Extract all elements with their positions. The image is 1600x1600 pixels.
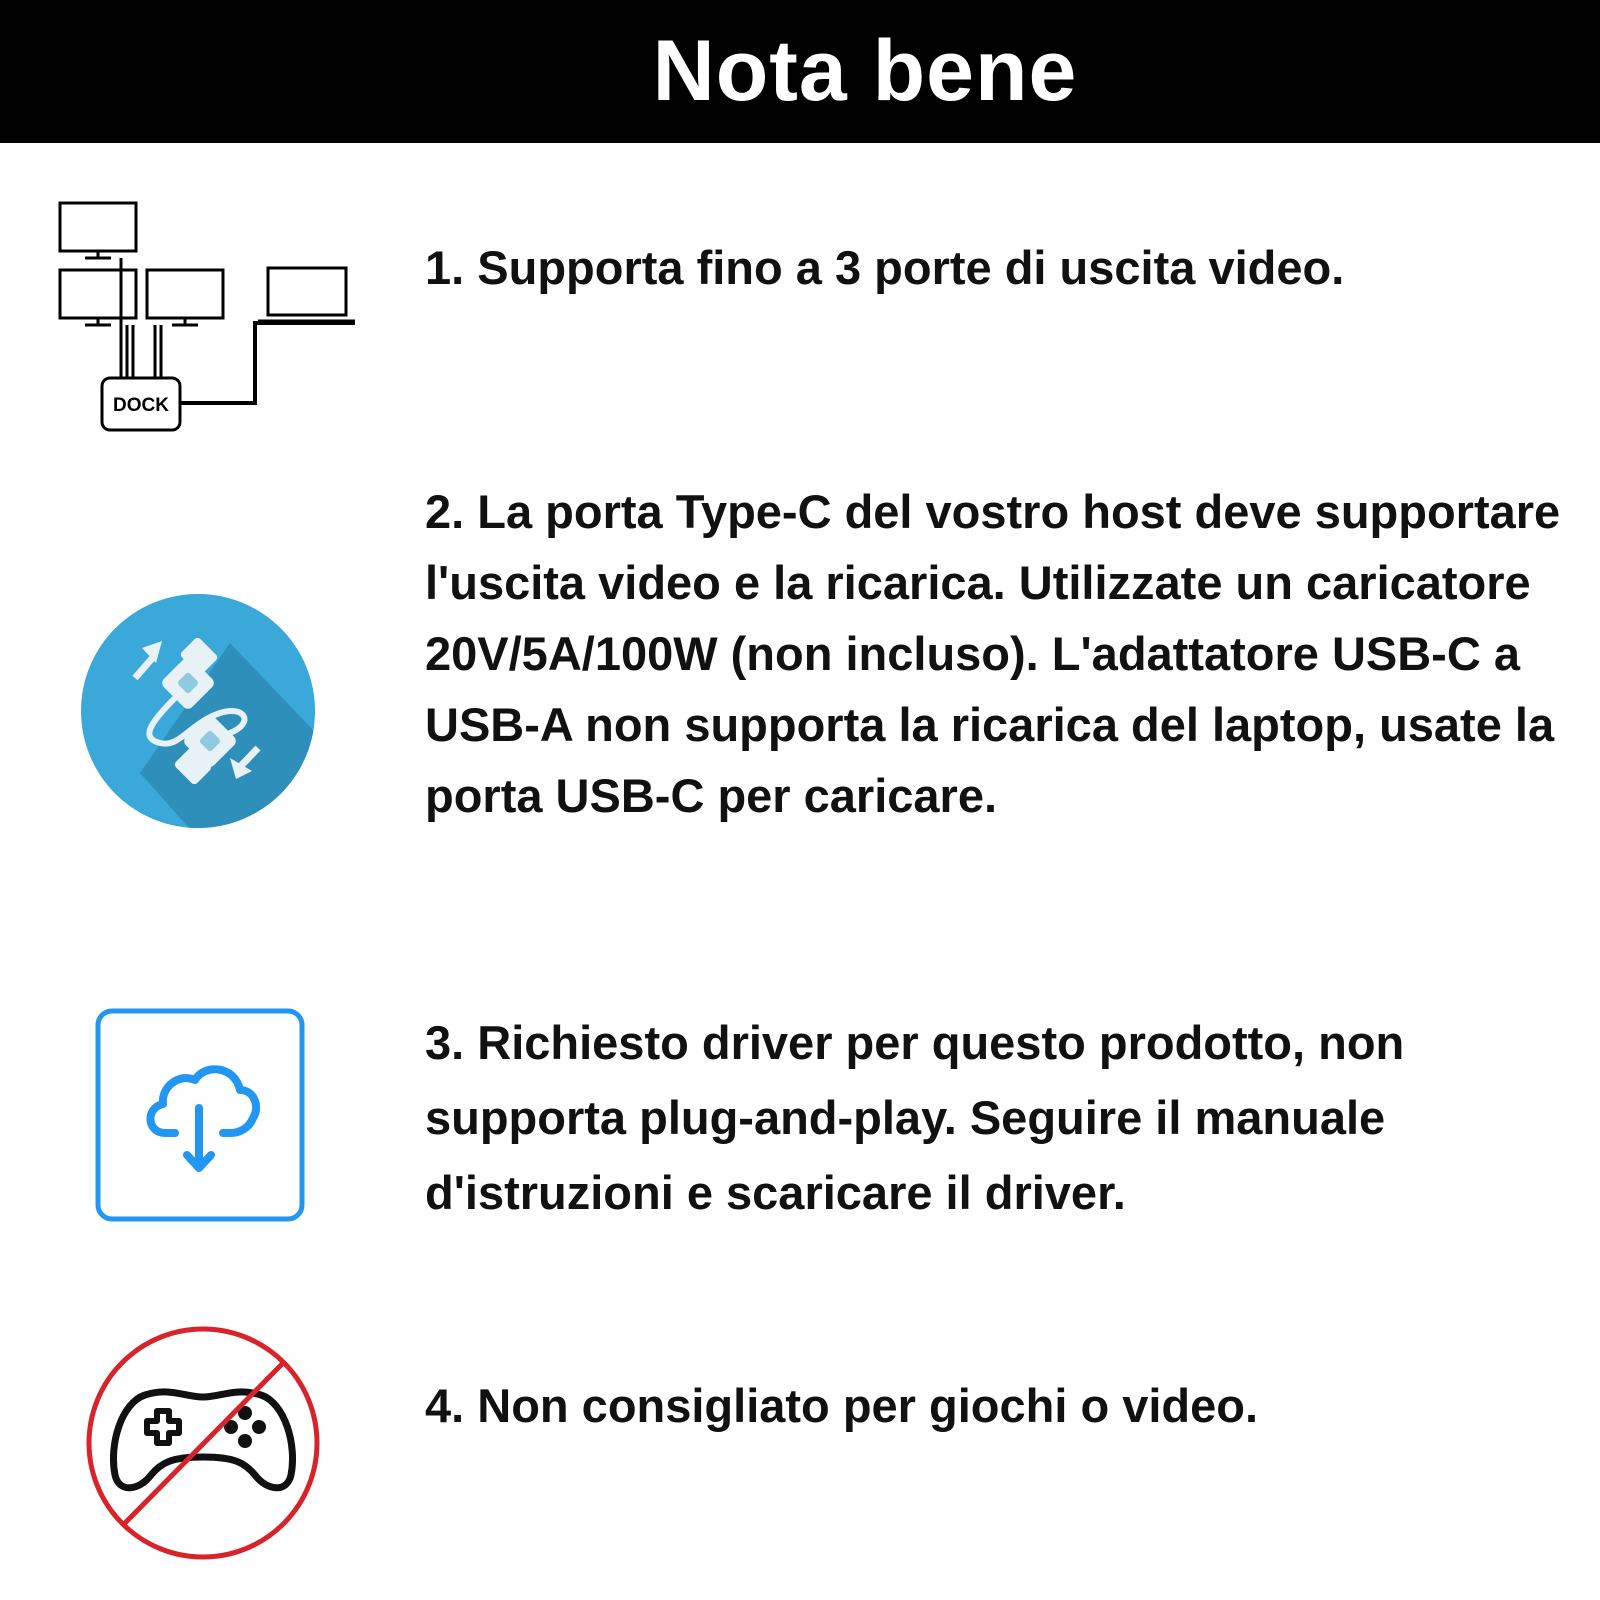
usb-cable-charging-icon xyxy=(80,593,316,829)
page-header xyxy=(0,0,1600,143)
note-1-text: 1. Supporta fino a 3 porte di uscita video. xyxy=(425,241,1345,294)
note-4-text: 4. Non consigliato per giochi o video. xyxy=(425,1379,1259,1432)
note-2-text: 2. La porta Type-C del vostro host deve supportare l'uscita video e la ricarica. Utilizzate un caricatore 20V/5A/100W (non incluso). L'adattatore USB-C a USB-A non supporta la ricarica del laptop, usate la porta USB-C per caricare. xyxy=(425,485,1561,822)
note-3-text: 3. Richiesto driver per questo prodotto, non supporta plug-and-play. Seguire il manuale d'istruzioni e scaricare il driver. xyxy=(425,1016,1405,1219)
dock-label: DOCK xyxy=(113,395,169,416)
page-title: Nota bene xyxy=(652,23,1078,119)
no-gaming-icon xyxy=(85,1325,321,1561)
cloud-download-icon xyxy=(95,1008,305,1222)
dock-monitors-icon xyxy=(55,198,365,443)
